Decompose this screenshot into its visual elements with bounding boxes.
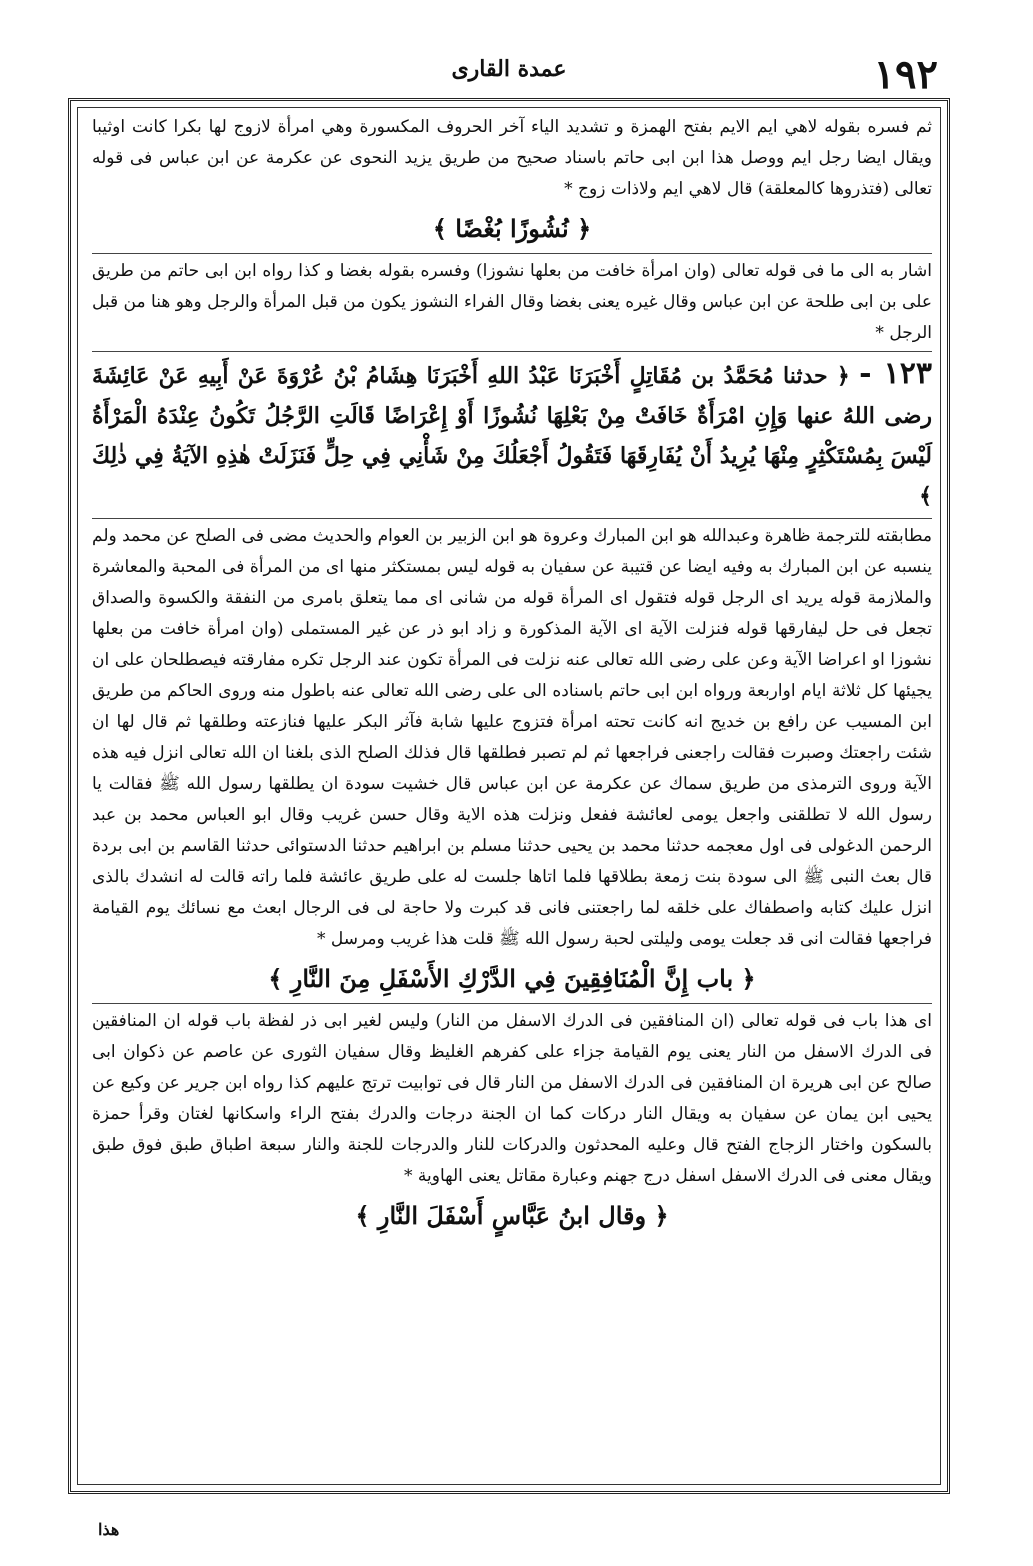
page-content [92,112,932,1240]
hadith-intro: ﴿ حدثنا [783,363,850,389]
divider [92,518,932,519]
hadith-text [92,354,932,516]
page-number: ١٩٢ [873,51,938,98]
hadith-number: ١٢٣ - [859,356,932,391]
chapter-heading: ﴿ باب إِنَّ الْمُنَافِقِينَ فِي الدَّرْكِ الأَسْفَلِ مِنَ النَّارِ ﴾ [268,964,756,993]
section-heading: ﴿ نُشُوزًا بُغْضًا ﴾ [432,214,592,243]
hadith-body: مُحَمَّدُ بن مُقَاتِلٍ أَخْبَرَنَا عَبْدُ اللهِ أَخْبَرَنَا هِشَامُ بْنُ عُرْوَةَ عَنْ أَبِيهِ عَنْ عَائِشَةَ رضى اللهُ عنها وَإِنِ امْرَأَةٌ خَافَتْ مِنْ بَعْلِهَا نُشُوزًا أَوْ إِعْرَاضًا قَالَتِ الرَّجُلُ تَكُونُ عِنْدَهُ الْمَرْأَةُ لَيْسَ بِمُسْتَكْثِرٍ مِنْهَا يُرِيدُ أَنْ يُفَارِقَهَا فَتَقُولُ أَجْعَلُكَ مِنْ شَأْنِي فِي حِلٍّ فَنَزَلَتْ هٰذِهِ الآيَةُ فِي ذٰلِكَ ﴾ [92,363,932,509]
divider [92,1003,932,1004]
commentary-paragraph: اشار به الى ما فى قوله تعالى (وان امرأة خافت من بعلها نشوزا) وفسره بقوله بغضا و كذا رواه ابن ابى حاتم من طريق على بن ابى طلحة عن ابن عباس وقال غيره يعنى بغضا وقال الفراء النشوز يكون من قبل المرأة والرجل وهو هنا من قبل الرجل * [92,261,932,343]
commentary-paragraph: مطابقته للترجمة ظاهرة وعبدالله هو ابن المبارك وعروة هو ابن الزبير بن العوام والحديث مضى فى الصلح عن محمد ولم ينسبه عن ابن المبارك به وفيه ايضا عن قتيبة عن سفيان به قوله ليس بمستكثر منها اى من المرأة فى المحبة والمعاشرة والملازمة قوله يريد اى الرجل قوله فتقول اى المرأة قوله من شانى اى مما يتعلق بامرى من النفقة والكسوة والصداق تجعل فى حل ليفارقها قوله فنزلت الآية اى الآية المذكورة و زاد ابو ذر عن غير المستملى (وان امرأة خافت من بعلها نشوزا او اعراضا الآية وعن على رضى الله تعالى عنه نزلت فى المرأة تكون عند الرجل تكره مفارقته فيصطلحان على ان يجيئها كل ثلاثة ايام اواربعة ورواه ابن ابى حاتم باسناده الى على رضى الله تعالى عنه باطول منه وروى الحاكم من طريق ابن المسيب عن رافع بن خديج انه كانت تحته امرأة فتزوج عليها شابة فآثر البكر عليها فنازعته وطلقها ثم قال لها ان شئت راجعتك وصبرت فقالت راجعنى فراجعها ثم لم تصبر فطلقها قال فذلك الصلح الذى بلغنا ان الله تعالى انزل فيه هذه الآية وروى الترمذى من طريق سماك عن عكرمة عن ابن عباس قال خشيت سودة ان يطلقها رسول الله ﷺ فقالت يا رسول الله لا تطلقنى واجعل يومى لعائشة ففعل ونزلت هذه الاية وقال حسن غريب وقال ابو العباس محمد بن عبد الرحمن الدغولى فى اول معجمه حدثنا محمد بن يحيى حدثنا مسلم بن ابراهيم حدثنا الدستوائى حدثنا القاسم بن ابى بردة قال بعث النبى ﷺ الى سودة بنت زمعة بطلاقها فلما اتاها جلست له على طريق عائشة فلما راته قالت له انشدك بالذى انزل عليك كتابه واصطفاك على خلقه لما راجعتنى فانى قد كبرت ولا حاجة لى فى الرجال ابعث مع نسائك يوم القيامة فراجعها فقالت انى قد جعلت يومى وليلتى لحبة رسول الله ﷺ قلت هذا غريب ومرسل * [92,526,932,949]
commentary-paragraph: اى هذا باب فى قوله تعالى (ان المنافقين فى الدرك الاسفل من النار) وليس لغير ابى ذر لفظة باب قوله ان المنافقين فى الدرك الاسفل من النار يعنى يوم القيامة جزاء على كفرهم الغليظ وقال سفيان الثورى عن عاصم عن ذكوان ابى صالح عن ابى هريرة ان المنافقين فى الدرك الاسفل من النار قال فى توابيت ترتج عليهم كذا رواه ابن جرير عن وكيع عن يحيى ابن يمان عن سفيان به ويقال النار دركات كما ان الجنة درجات والدرك بفتح الراء واسكانها لغتان وقرأ حمزة بالسكون واختار الزجاج الفتح قال وعليه المحدثون والدركات للنار والدرجات للجنة والنار سبعة اطباق طبق فوق طبق ويقال معنى فى الدرك الاسفل اسفل درج جهنم وعبارة مقاتل يعنى الهاوية * [92,1011,932,1186]
section-heading: ﴿ وقال ابنُ عَبَّاسٍ أَسْفَلَ النَّارِ ﴾ [355,1201,669,1230]
commentary-paragraph: ثم فسره بقوله لاهي ايم الايم بفتح الهمزة و تشديد الياء آخر الحروف المكسورة وهي امرأة لازوج لها بكرا كانت اوثيبا ويقال ايضا رجل ايم ووصل هذا ابن ابى حاتم باسناد صحيح من طريق يزيد النحوى عن عكرمة عن ابن عباس فى قوله تعالى (فتذروها كالمعلقة) قال لاهي ايم ولاذات زوج * [92,117,932,199]
divider [92,351,932,352]
divider [92,253,932,254]
running-title: عمدة القارى [451,56,567,82]
page-header [70,52,948,98]
catchword: هذا [98,1520,120,1539]
